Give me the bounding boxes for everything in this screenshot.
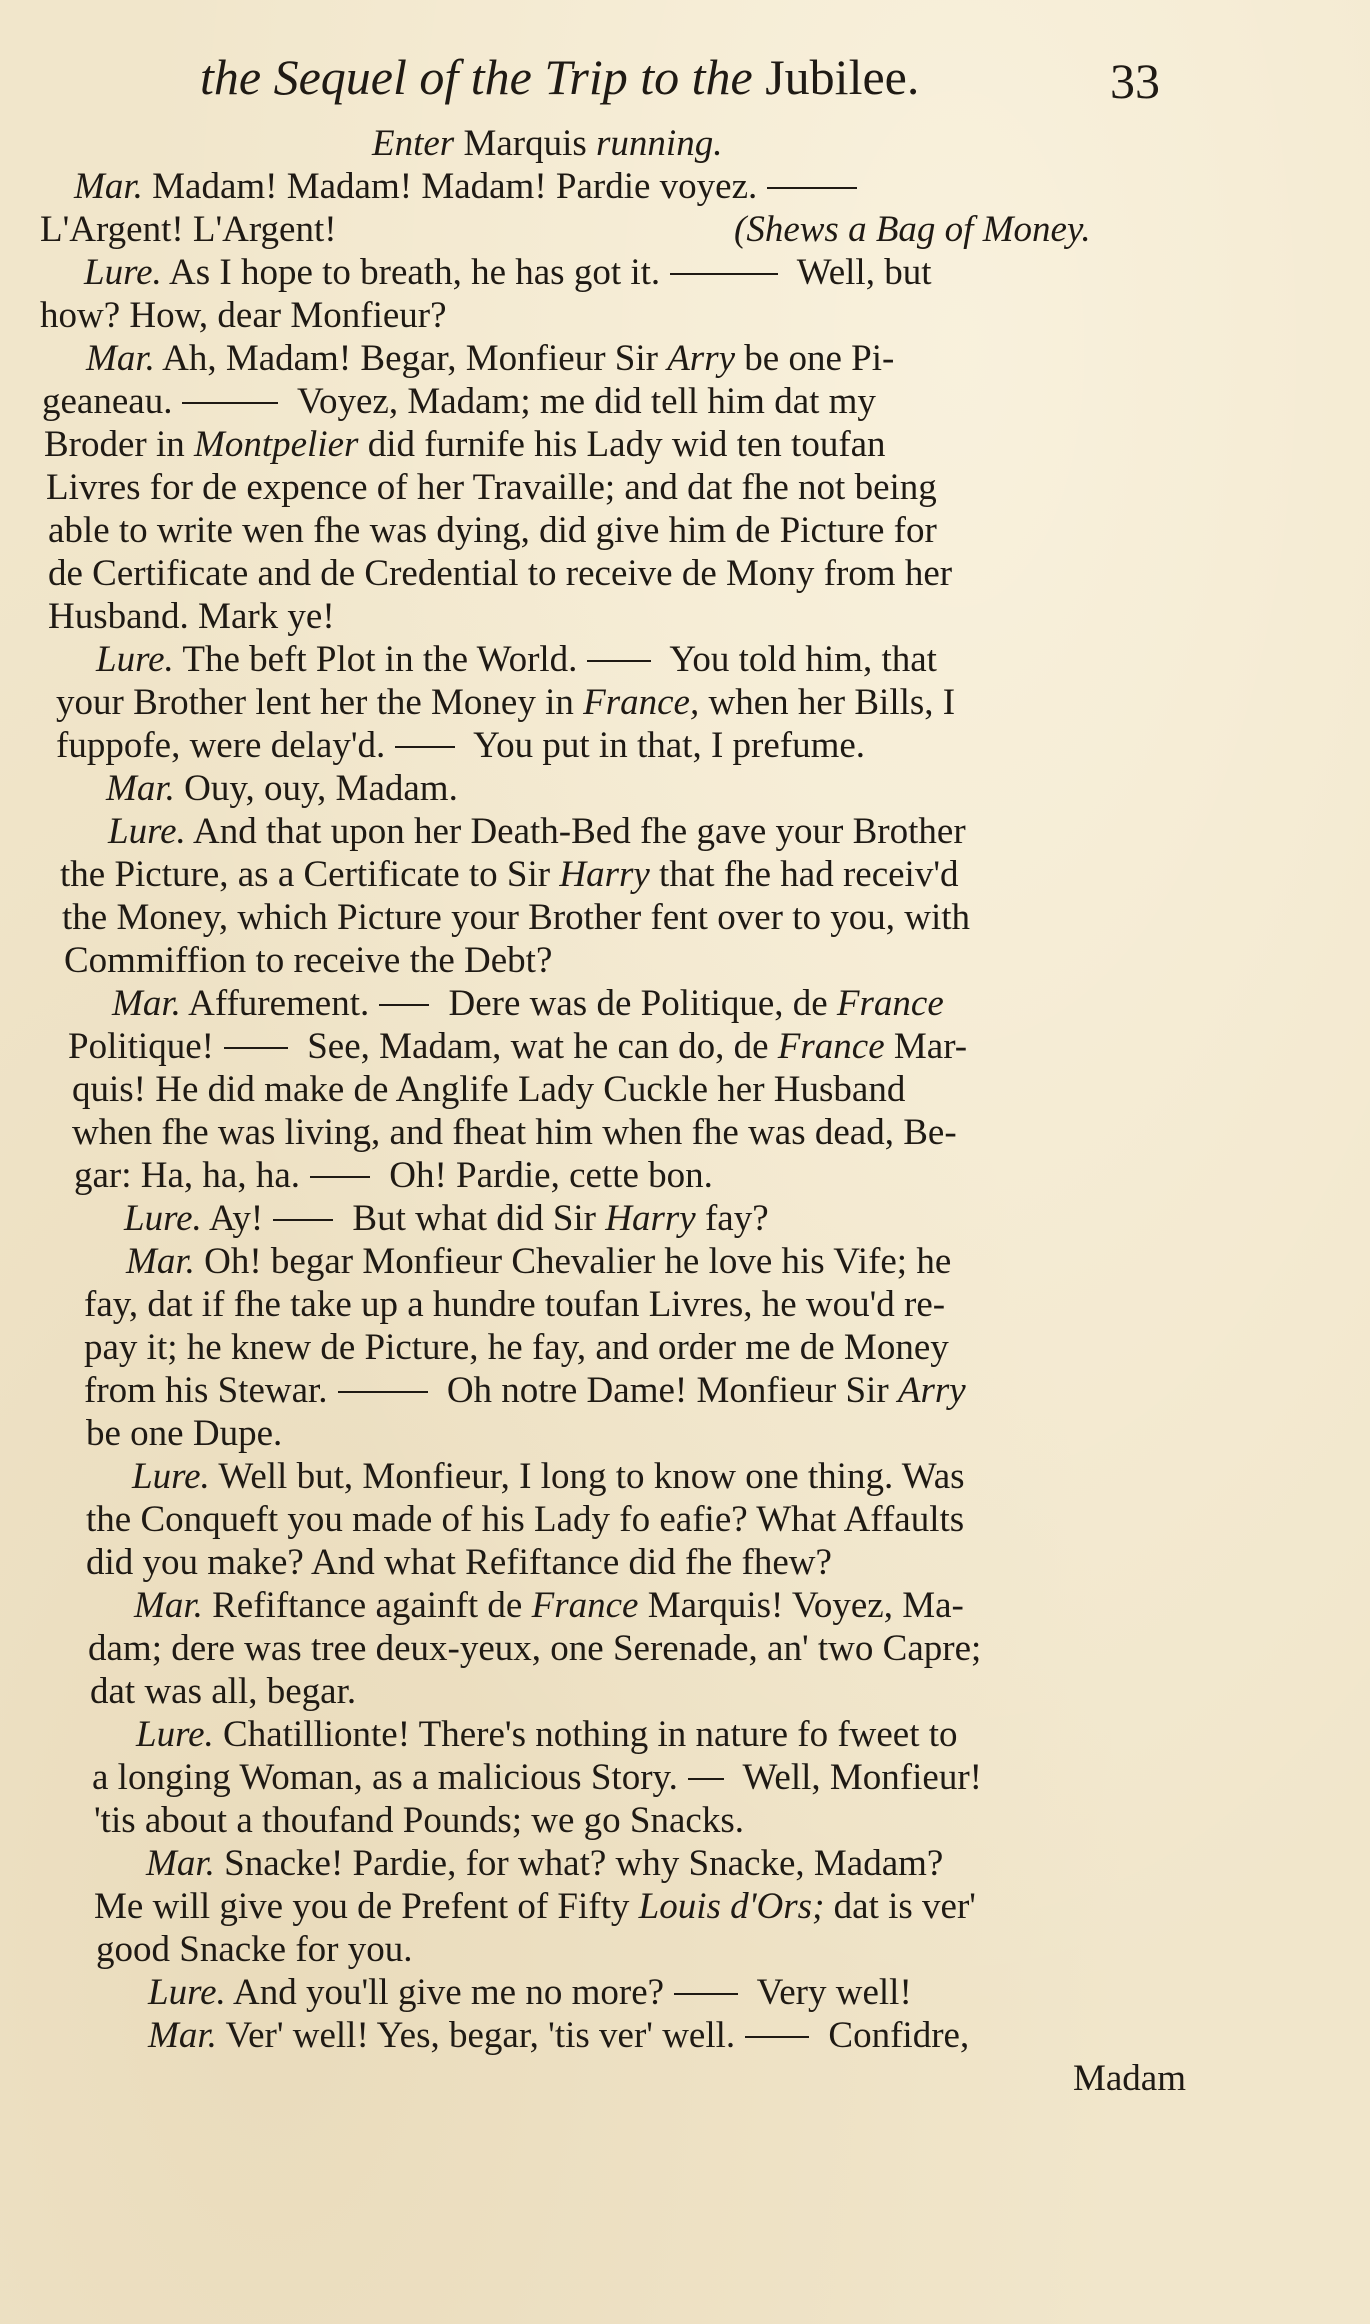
text-line: 'tis about a thoufand Pounds; we go Snacks.	[94, 1800, 744, 1841]
catchword: Madam	[1072, 2058, 1186, 2099]
text-line: Livres for de expence of her Travaille; and dat fhe not being	[46, 467, 937, 508]
speaker-name: Mar.	[148, 2015, 217, 2056]
speech-line: Mar. Ver' well! Yes, begar, 'tis ver' well. Confidre,	[148, 2015, 970, 2056]
speech-line: Mar. Ah, Madam! Begar, Monfieur Sir Arry be one Pi-	[86, 338, 895, 379]
speaker-name: Mar.	[106, 768, 175, 809]
speaker-name: Lure.	[132, 1456, 210, 1497]
text-line: the Money, which Picture your Brother fent over to you, with	[62, 897, 971, 938]
speaker-name: Lure.	[84, 252, 162, 293]
speech-line: Mar. Affurement. Dere was de Politique, de France	[112, 983, 944, 1024]
stage-direction: (Shews a Bag of Money.	[734, 209, 1091, 250]
text-line: did you make? And what Refiftance did fhe fhew?	[86, 1542, 832, 1583]
speech-line: Mar. Ouy, ouy, Madam.	[106, 768, 458, 809]
speaker-name: Mar.	[146, 1843, 215, 1884]
speaker-name: Lure.	[124, 1198, 202, 1239]
text-line: be one Dupe.	[86, 1413, 283, 1454]
page-header	[200, 42, 1160, 112]
text-line: Politique! See, Madam, wat he can do, de France Mar-	[68, 1026, 968, 1067]
speaker-name: Mar.	[86, 338, 155, 379]
speech-line: Mar. Refiftance againft de France Marquis! Voyez, Ma-	[134, 1585, 964, 1626]
text-line: good Snacke for you.	[96, 1929, 413, 1970]
speech-line: Lure. As I hope to breath, he has got it. Well, but	[84, 252, 932, 293]
speaker-name: Mar.	[134, 1585, 203, 1626]
text-line: the Conqueft you made of his Lady fo eafie? What Affaults	[86, 1499, 965, 1540]
text-line: your Brother lent her the Money in France, when her Bills, I	[56, 682, 956, 723]
text-line: de Certificate and de Credential to receive de Mony from her	[48, 553, 953, 594]
text-line: gar: Ha, ha, ha. Oh! Pardie, cette bon.	[74, 1155, 713, 1196]
text-line: how? How, dear Monfieur?	[40, 295, 447, 336]
speaker-name: Lure.	[96, 639, 174, 680]
text-line: able to write wen fhe was dying, did give him de Picture for	[48, 510, 937, 551]
speaker-name: Lure.	[108, 811, 186, 852]
speech-line: Lure. The beft Plot in the World. You told him, that	[96, 639, 937, 680]
speaker-name: Mar.	[126, 1241, 195, 1282]
text-line: dat was all, begar.	[90, 1671, 357, 1712]
play-text	[0, 122, 1370, 2100]
text-line: Commiffion to receive the Debt?	[64, 940, 553, 981]
stage-direction: Enter Marquis running.	[372, 123, 723, 164]
text-line: geaneau. Voyez, Madam; me did tell him dat my	[42, 381, 876, 422]
speech-line: Mar. Madam! Madam! Madam! Pardie voyez.	[0, 165, 1370, 208]
text-line: pay it; he knew de Picture, he fay, and order me de Money	[84, 1327, 949, 1368]
text-line: dam; dere was tree deux-yeux, one Serenade, an' two Capre;	[88, 1628, 982, 1669]
text-line: from his Stewar. Oh notre Dame! Monfieur Sir Arry	[84, 1370, 966, 1411]
text-line: Broder in Montpelier did furnife his Lady wid ten toufan	[44, 424, 886, 465]
running-title: the Sequel of the Trip to the Jubilee.	[200, 49, 920, 105]
speech-line: Lure. Ay! But what did Sir Harry fay?	[124, 1198, 769, 1239]
speech-line: Lure. And that upon her Death-Bed fhe gave your Brother	[108, 811, 966, 852]
speech-line: Mar. Oh! begar Monfieur Chevalier he love his Vife; he	[126, 1241, 952, 1282]
speaker-name: Lure.	[148, 1972, 226, 2013]
text-line: when fhe was living, and fheat him when fhe was dead, Be-	[72, 1112, 957, 1153]
text-line: L'Argent! L'Argent! (Shews a Bag of Money.	[40, 209, 1091, 250]
speech-line: Lure. And you'll give me no more? Very well!	[148, 1972, 912, 2013]
speech-line: Mar. Snacke! Pardie, for what? why Snacke, Madam?	[146, 1843, 944, 1884]
text-line: Husband. Mark ye!	[48, 596, 335, 637]
text-line: the Picture, as a Certificate to Sir Harry that fhe had receiv'd	[60, 854, 959, 895]
page-number: 33	[1110, 53, 1160, 109]
text-line: Me will give you de Prefent of Fifty Louis d'Ors; dat is ver'	[94, 1886, 976, 1927]
speech-line: Lure. Chatillionte! There's nothing in nature fo fweet to	[136, 1714, 958, 1755]
speech-line: Lure. Well but, Monfieur, I long to know one thing. Was	[132, 1456, 965, 1497]
speaker-name: Mar.	[112, 983, 181, 1024]
speaker-name: Lure.	[136, 1714, 214, 1755]
text-line: quis! He did make de Anglife Lady Cuckle her Husband	[72, 1069, 906, 1110]
speaker-name: Mar.	[74, 166, 143, 207]
text-line: fay, dat if fhe take up a hundre toufan Livres, he wou'd re-	[84, 1284, 946, 1325]
text-line: fuppofe, were delay'd. You put in that, I prefume.	[56, 725, 866, 766]
text-line: a longing Woman, as a malicious Story. Well, Monfieur!	[92, 1757, 982, 1798]
catchword-line	[0, 2057, 1370, 2100]
